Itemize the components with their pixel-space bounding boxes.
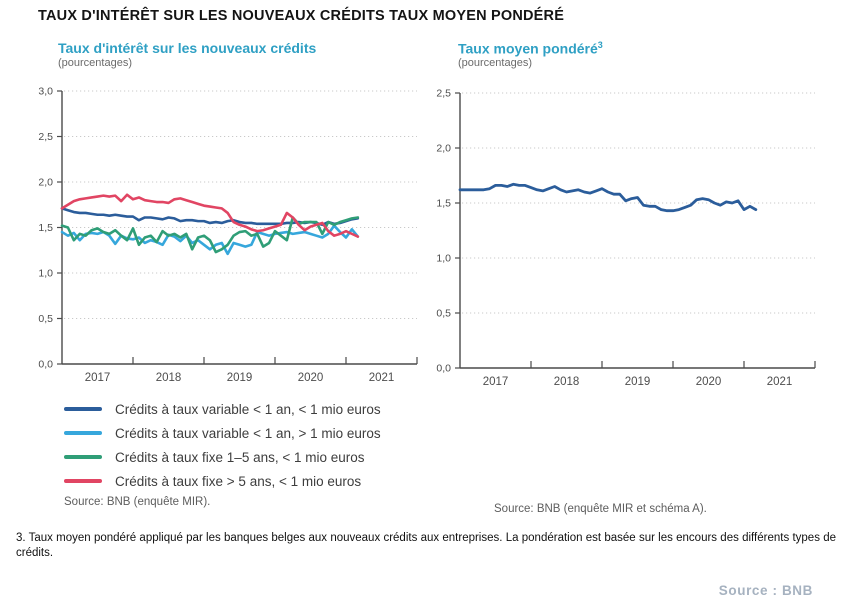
legend-line-swatch <box>64 455 102 459</box>
y-tick-label: 1,0 <box>436 252 451 265</box>
legend-item <box>64 469 381 493</box>
legend-label: Crédits à taux fixe > 5 ans, < 1 mio euros <box>115 473 362 489</box>
y-tick-label: 3,0 <box>38 85 53 98</box>
legend-item <box>64 445 381 469</box>
x-tick-label: 2019 <box>226 372 253 384</box>
x-tick-label: 2020 <box>297 372 324 384</box>
y-tick-label: 0,0 <box>38 358 53 371</box>
y-tick-label: 0,5 <box>436 307 451 320</box>
x-tick-label: 2019 <box>624 376 651 388</box>
y-tick-label: 1,5 <box>436 197 451 210</box>
figure-title: TAUX D'INTÉRÊT SUR LES NOUVEAUX CRÉDITS TAUX MOYEN PONDÉRÉ <box>38 8 565 24</box>
legend-item <box>64 397 381 421</box>
left-line-chart <box>30 85 430 397</box>
legend-label: Crédits à taux variable < 1 an, > 1 mio euros <box>115 425 381 441</box>
legend-line-swatch <box>64 407 102 411</box>
legend-line-swatch <box>64 479 102 483</box>
footnote: 3. Taux moyen pondéré appliqué par les banques belges aux nouveaux crédits aux entreprises. La pondération est basée sur les encours des différents types de crédits. <box>16 532 836 559</box>
y-tick-label: 1,5 <box>38 222 53 234</box>
legend-line-swatch <box>64 431 102 435</box>
x-tick-label: 2018 <box>553 376 580 388</box>
x-tick-label: 2020 <box>695 376 722 388</box>
page-source: Source : BNB <box>718 583 813 598</box>
right-chart-subtitle: (pourcentages) <box>458 57 532 69</box>
y-tick-label: 0,0 <box>436 362 451 375</box>
left-chart-title: Taux d'intérêt sur les nouveaux crédits <box>58 40 317 56</box>
legend-label: Crédits à taux fixe 1–5 ans, < 1 mio euros <box>115 449 365 465</box>
right-chart-source: Source: BNB (enquête MIR et schéma A). <box>494 503 707 515</box>
legend <box>64 397 381 493</box>
left-chart-subtitle: (pourcentages) <box>58 57 132 69</box>
y-tick-label: 2,5 <box>436 87 451 100</box>
right-chart-title <box>458 40 603 57</box>
y-tick-label: 0,5 <box>38 313 53 325</box>
x-tick-label: 2021 <box>368 372 395 384</box>
x-tick-label: 2018 <box>155 372 182 384</box>
y-tick-label: 2,0 <box>38 176 53 189</box>
right-chart-title-text: Taux moyen pondéré <box>458 40 598 57</box>
left-chart-source: Source: BNB (enquête MIR). <box>64 496 211 508</box>
right-line-chart <box>430 85 830 397</box>
legend-label: Crédits à taux variable < 1 an, < 1 mio euros <box>115 401 381 417</box>
x-tick-label: 2017 <box>84 372 111 384</box>
x-tick-label: 2017 <box>482 376 509 388</box>
data-series-line <box>460 184 756 210</box>
y-tick-label: 1,0 <box>38 267 53 280</box>
right-chart-title-footnote-ref: 3 <box>597 40 603 50</box>
legend-item <box>64 421 381 445</box>
y-tick-label: 2,0 <box>436 142 451 155</box>
x-tick-label: 2021 <box>766 376 793 388</box>
y-tick-label: 2,5 <box>38 131 53 143</box>
